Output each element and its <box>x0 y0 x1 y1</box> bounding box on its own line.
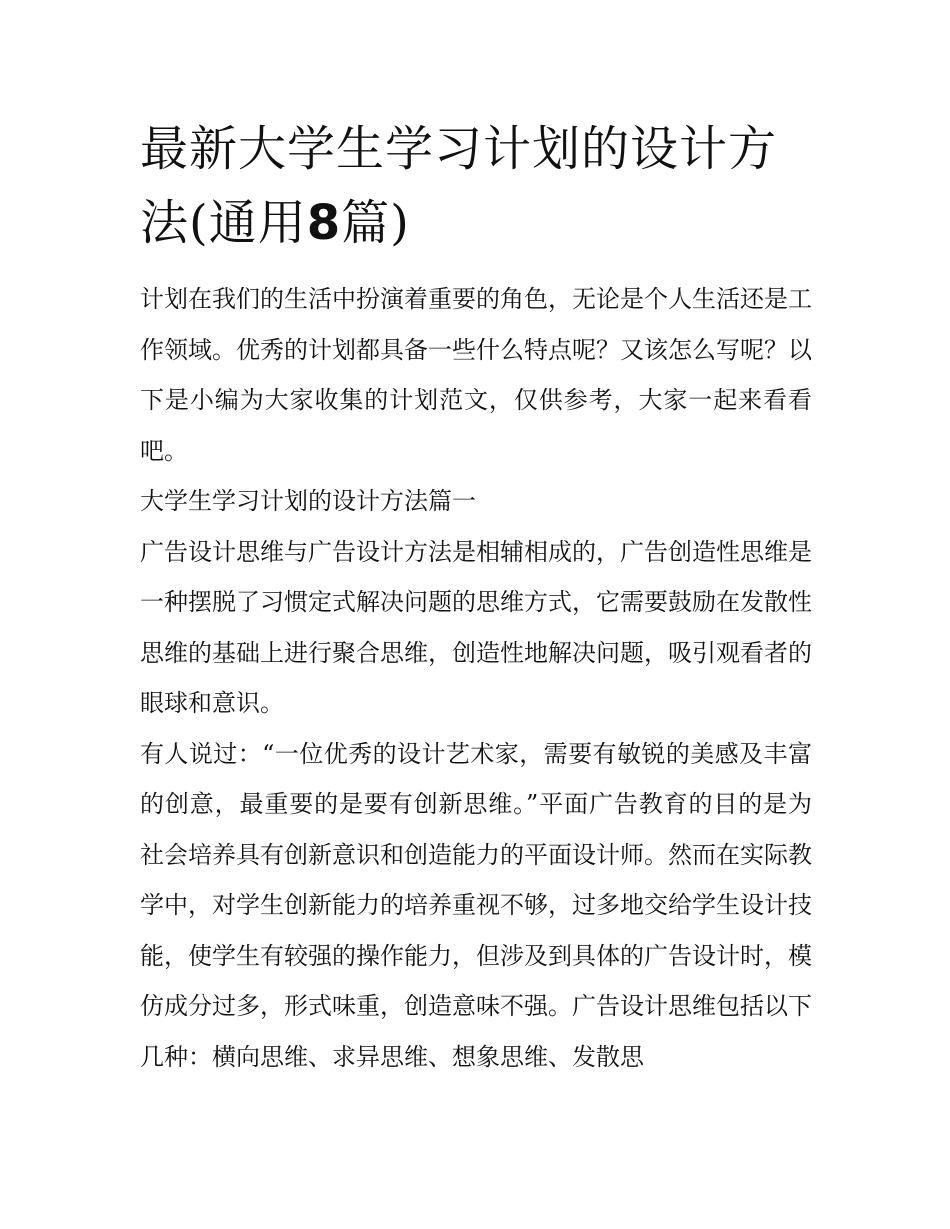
body-paragraph: 广告设计思维与广告设计方法是相辅相成的，广告创造性思维是一种摆脱了习惯定式解决问题的思维方式，它需要鼓励在发散性思维的基础上进行聚合思维，创造性地解决问题，吸引观看者的眼球和意识。 <box>140 537 812 717</box>
document-title <box>140 112 812 260</box>
section-heading: 大学生学习计划的设计方法篇一 <box>140 487 476 515</box>
title-text-part2: 篇) <box>341 195 410 251</box>
title-number: 8 <box>306 195 342 251</box>
intro-paragraph: 计划在我们的生活中扮演着重要的角色，无论是个人生活还是工作领域。优秀的计划都具备一些什么特点呢？又该怎么写呢？以下是小编为大家收集的计划范文，仅供参考，大家一起来看看吧。 <box>140 285 812 465</box>
body-paragraph: 有人说过：“一位优秀的设计艺术家，需要有敏锐的美感及丰富的创意，最重要的是要有创新思维。”平面广告教育的目的是为社会培养具有创新意识和创造能力的平面设计师。然而在实际教学中，对学生创新能力的培养重视不够，过多地交给学生设计技能，使学生有较强的操作能力，但涉及到具体的广告设计时，模仿成分过多，形式味重，创造意味不强。广告设计思维包括以下几种：横向思维、求异思维、想象思维、发散思 <box>140 739 812 1071</box>
document-body <box>140 274 812 1082</box>
document-page <box>140 112 812 1082</box>
title-text-part1: 最新大学生学习计划的设计方法(通用 <box>140 121 778 251</box>
